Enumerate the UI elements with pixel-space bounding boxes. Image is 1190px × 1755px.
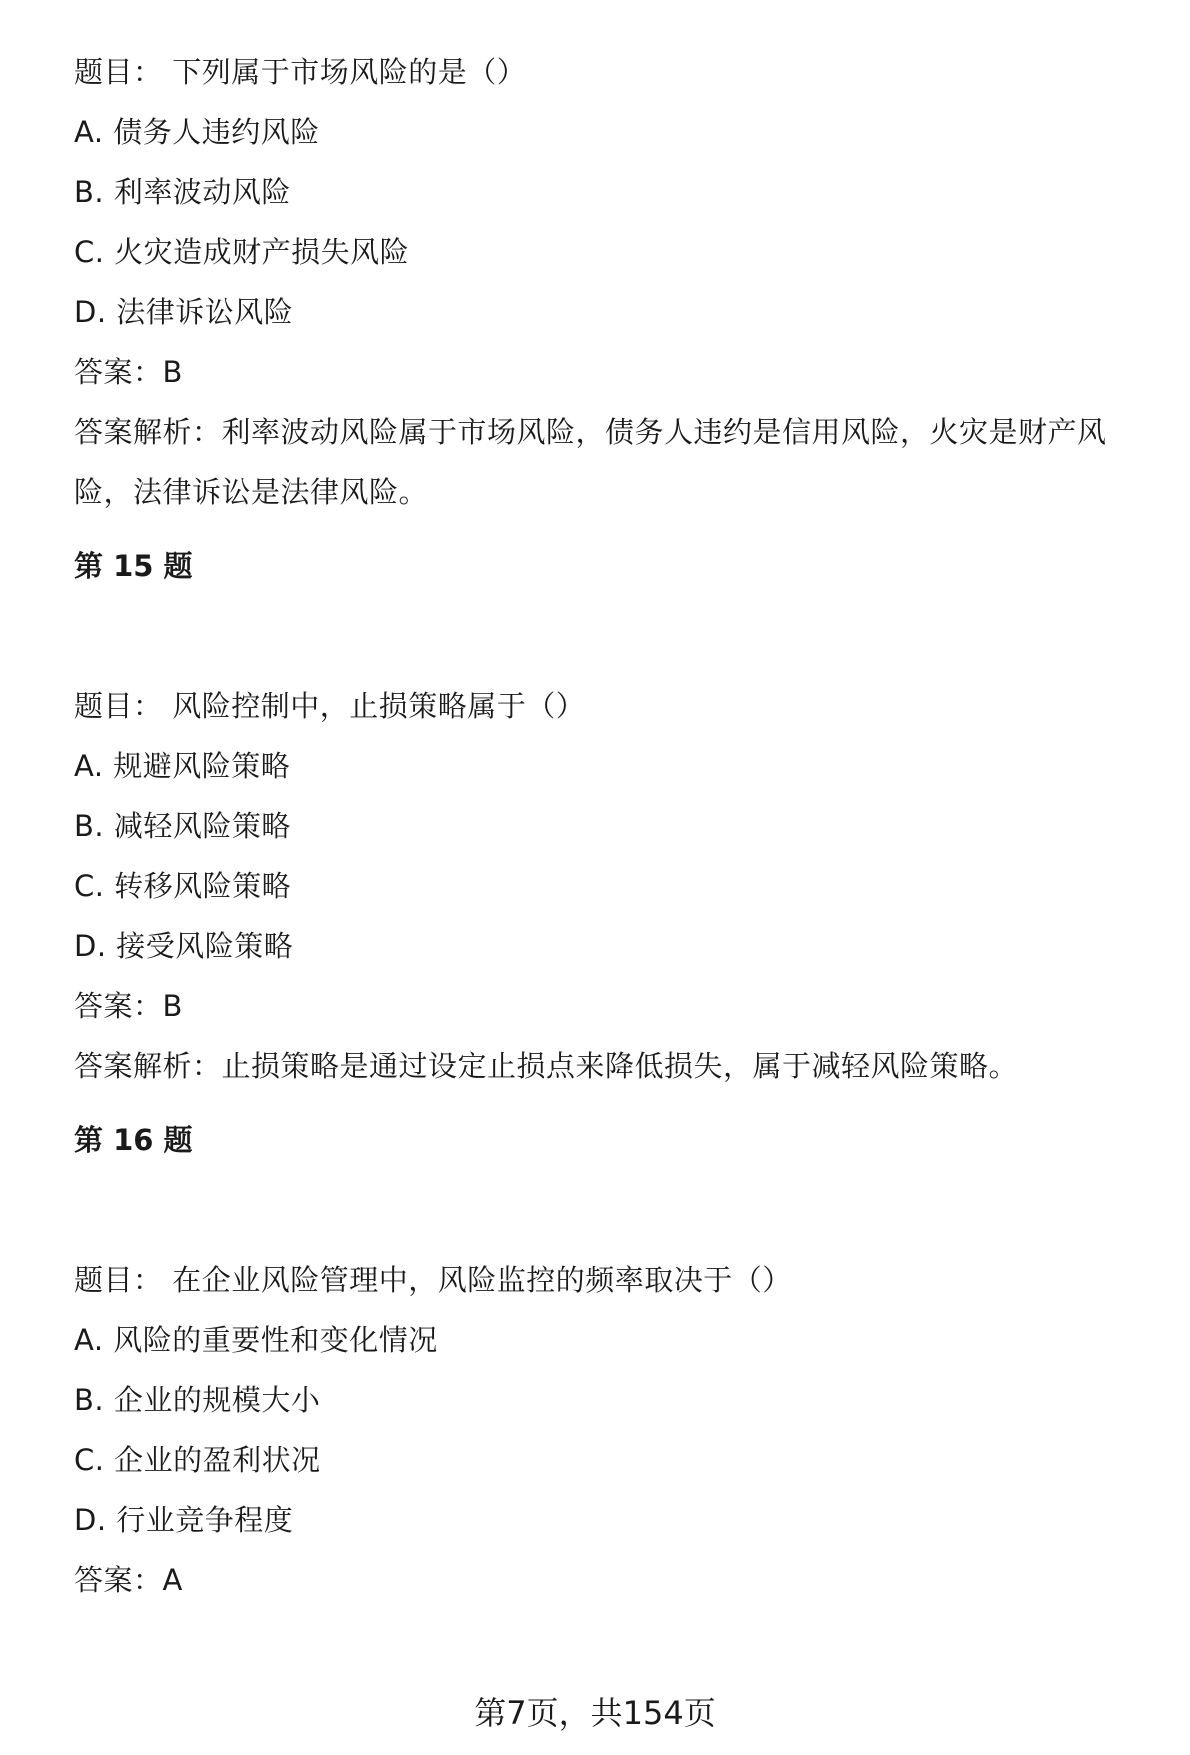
option-d: D. 行业竞争程度 <box>74 1503 294 1537</box>
option-a: A. 债务人违约风险 <box>74 115 320 149</box>
option-b: B. 企业的规模大小 <box>74 1383 321 1417</box>
document-page <box>74 42 1134 1610</box>
option-a: A. 风险的重要性和变化情况 <box>74 1323 438 1357</box>
answer-text: 答案：B <box>74 989 183 1023</box>
option-b: B. 减轻风险策略 <box>74 809 291 843</box>
explanation-text: 答案解析：止损策略是通过设定止损点来降低损失，属于减轻风险策略。 <box>74 1049 1019 1083</box>
answer-text: 答案：B <box>74 355 183 389</box>
option-d: D. 法律诉讼风险 <box>74 295 294 329</box>
option-b: B. 利率波动风险 <box>74 175 291 209</box>
question-heading: 第 16 题 <box>74 1123 193 1157</box>
option-a: A. 规避风险策略 <box>74 749 291 783</box>
option-c: C. 火灾造成财产损失风险 <box>74 235 410 269</box>
page-number: 第7页，共154页 <box>474 1694 716 1732</box>
option-c: C. 转移风险策略 <box>74 869 292 903</box>
question-text: 题目： 在企业风险管理中，风险监控的频率取决于（） <box>74 1263 792 1297</box>
question-text: 题目： 风险控制中，止损策略属于（） <box>74 689 586 723</box>
answer-text: 答案：A <box>74 1563 183 1597</box>
question-heading: 第 15 题 <box>74 549 193 583</box>
option-c: C. 企业的盈利状况 <box>74 1443 321 1477</box>
option-d: D. 接受风险策略 <box>74 929 294 963</box>
explanation-text: 答案解析：利率波动风险属于市场风险，债务人违约是信用风险，火灾是财产风险，法律诉讼是法律风险。 <box>74 415 1107 509</box>
question-text: 题目： 下列属于市场风险的是（） <box>74 55 527 89</box>
